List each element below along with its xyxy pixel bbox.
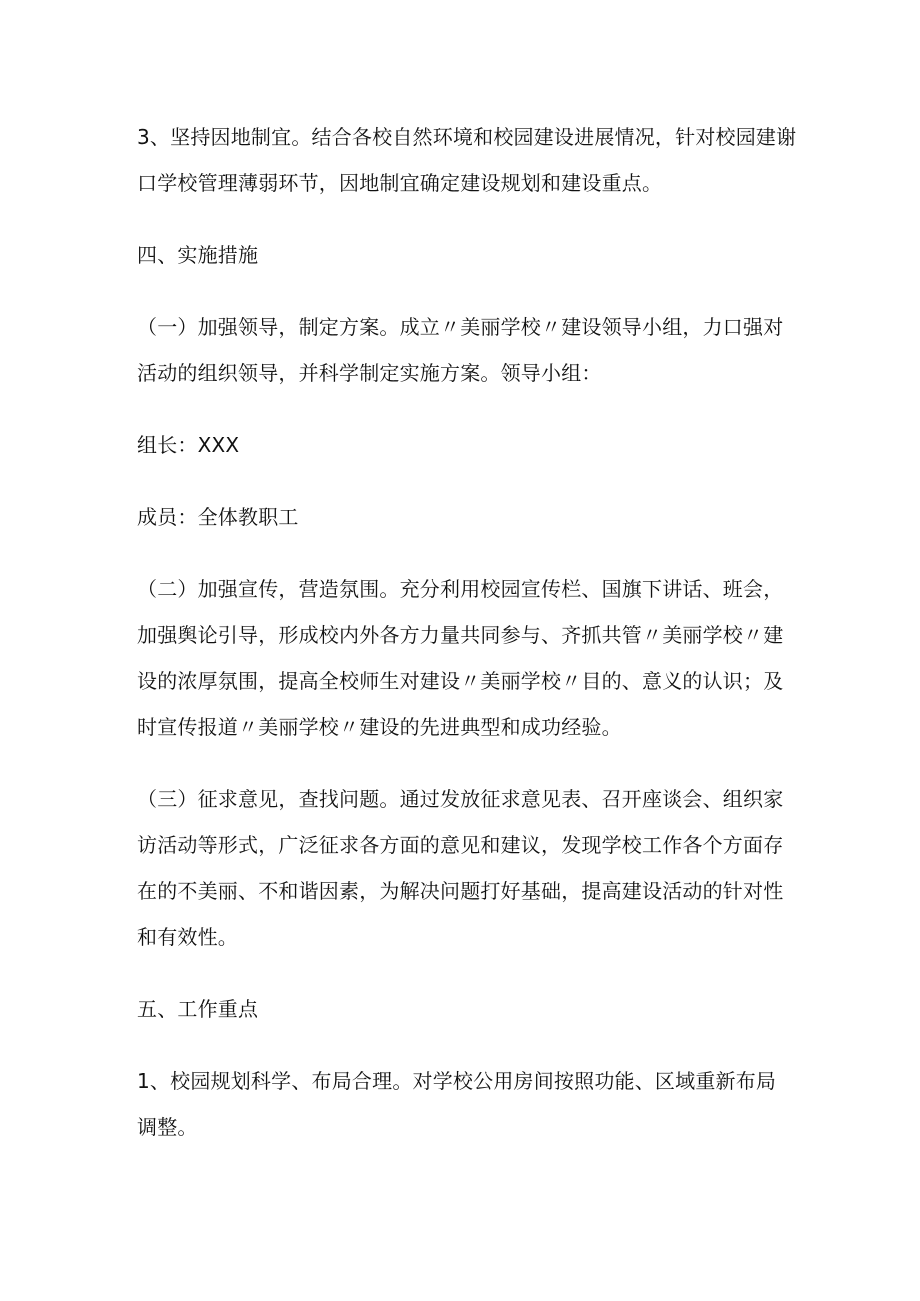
text-line: 组长：XXX [137, 433, 240, 457]
section-heading-work-focus [137, 986, 787, 1032]
paragraph-principle-3 [137, 114, 797, 206]
text-line: 3、坚持因地制宜。结合各校自然环境和校园建设进展情况，针对校园建谢 [137, 125, 797, 149]
text-line: 调整。 [137, 1115, 198, 1139]
text-line: 口学校管理薄弱环节，因地制宜确定建设规划和建设重点。 [137, 171, 663, 195]
paragraph-measure-2 [137, 566, 787, 750]
text-line: 加强舆论引导，形成校内外各方力量共同参与、齐抓共管〃美丽学校〃建 [137, 623, 784, 647]
paragraph-measure-3 [137, 776, 787, 960]
text-line: 1、校园规划科学、布局合理。对学校公用房间按照功能、区域重新布局 [137, 1069, 777, 1093]
text-line: 设的浓厚氛围，提高全校师生对建设〃美丽学校〃目的、意义的认识；及 [137, 669, 784, 693]
paragraph-measure-1 [137, 304, 787, 396]
paragraph-focus-1 [137, 1058, 787, 1150]
text-line: （一）加强领导，制定方案。成立〃美丽学校〃建设领导小组，力口强对 [137, 315, 784, 339]
text-line: 在的不美丽、不和谐因素，为解决问题打好基础，提高建设活动的针对性 [137, 879, 784, 903]
text-line: 和有效性。 [137, 925, 238, 949]
text-line: 时宣传报道〃美丽学校〃建设的先进典型和成功经验。 [137, 715, 622, 739]
paragraph-group-leader [137, 422, 787, 468]
document-body [137, 114, 797, 1150]
text-line: （二）加强宣传，营造氛围。充分利用校园宣传栏、国旗下讲话、班会， [137, 577, 784, 601]
heading-text: 四、实施措施 [137, 243, 259, 267]
text-line: （三）征求意见，查找问题。通过发放征求意见表、召开座谈会、组织家 [137, 787, 784, 811]
text-line: 成员：全体教职工 [137, 505, 299, 529]
paragraph-group-members [137, 494, 787, 540]
text-line: 活动的组织领导，并科学制定实施方案。领导小组： [137, 361, 602, 385]
heading-text: 五、工作重点 [137, 997, 259, 1021]
section-heading-implementation [137, 232, 787, 278]
text-line: 访活动等形式，广泛征求各方面的意见和建议，发现学校工作各个方面存 [137, 833, 784, 857]
